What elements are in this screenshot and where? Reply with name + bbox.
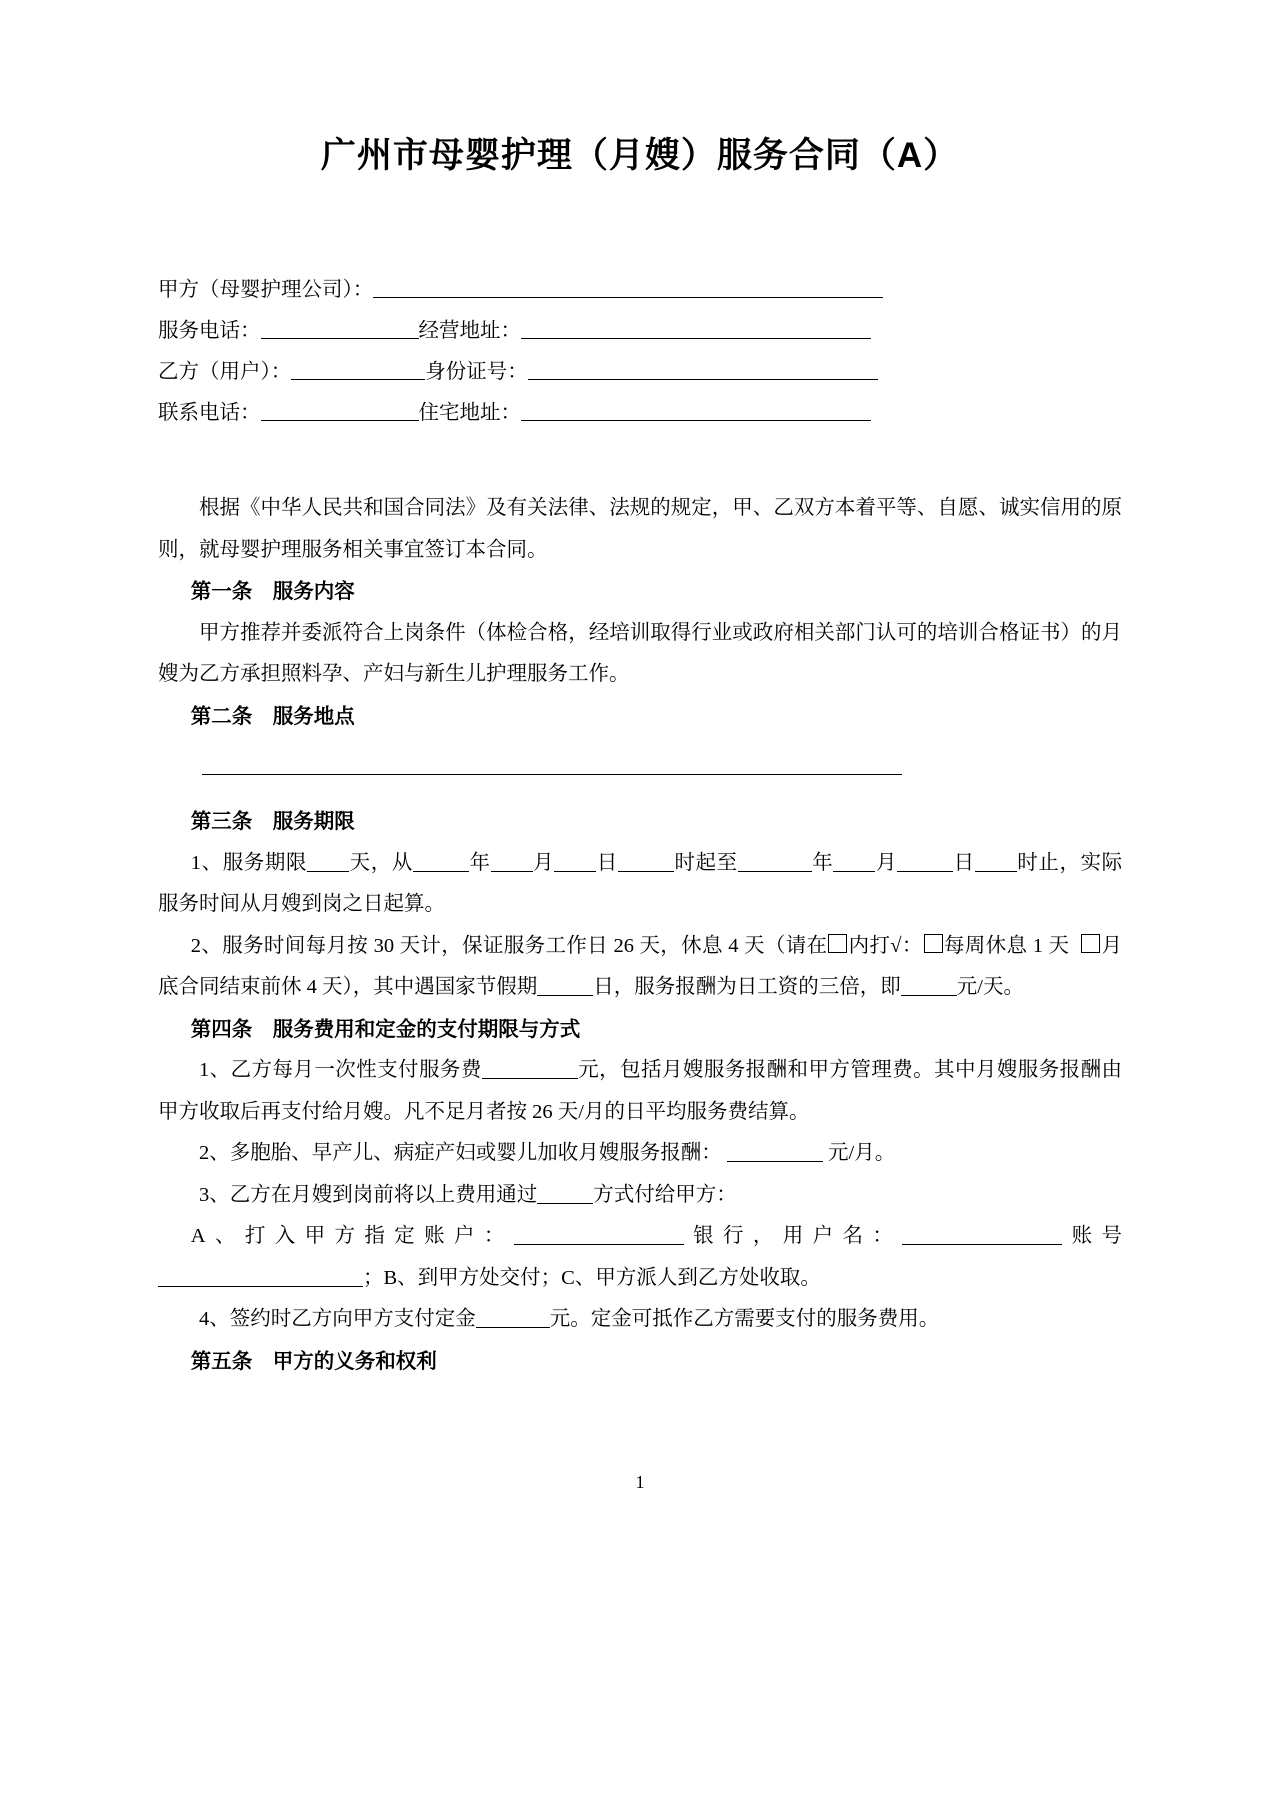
service-location-input[interactable]	[202, 773, 902, 775]
party-a-label: 甲方（母婴护理公司）：	[158, 279, 374, 301]
a3i1-p9: 日	[953, 851, 975, 874]
start-day-input[interactable]	[554, 850, 596, 872]
intro-line-2: 自愿、诚实信用的原则，就母婴护理服务相关事宜签订本合同。	[158, 497, 1123, 561]
payment-method-input[interactable]	[537, 1182, 593, 1204]
home-address-label: 住宅地址：	[418, 402, 521, 424]
a3i1-p6: 时起至	[673, 851, 738, 874]
a4i3-p1: 3、乙方在月嫂到岗前将以上费用通过	[199, 1183, 538, 1206]
intro-line-1: 根据《中华人民共和国合同法》及有关法律、法规的规定，甲、乙双方本着平等、	[199, 497, 938, 519]
end-month-input[interactable]	[833, 850, 875, 872]
article-3-item-1	[158, 843, 1122, 926]
end-year-input[interactable]	[738, 850, 812, 872]
start-year-input[interactable]	[413, 850, 469, 872]
article-5-heading: 第五条 甲方的义务和权利	[190, 1349, 437, 1373]
a4i3a-p2: 银行，用户名：	[683, 1225, 903, 1247]
bank-name-input[interactable]	[514, 1223, 684, 1245]
a3i2-p4: 月底合同结束前休 4 天），其中遇国家节假期	[158, 934, 1123, 998]
service-phone-input[interactable]	[261, 316, 419, 339]
service-phone-row	[158, 311, 1122, 352]
account-holder-input[interactable]	[902, 1223, 1062, 1245]
a4i4-p2: 元。定金可抵作乙方需要支付的服务费用。	[549, 1308, 940, 1330]
party-a-input[interactable]	[373, 275, 883, 298]
checkbox-icon-general[interactable]	[828, 934, 847, 953]
service-phone-label: 服务电话：	[158, 320, 261, 342]
article-4-item-3	[158, 1175, 1122, 1217]
a3i1-p5: 日	[596, 851, 618, 874]
contact-phone-row	[158, 393, 1122, 434]
a3i1-p7: 年	[811, 851, 834, 874]
page-content	[158, 0, 1122, 1382]
article-4-item-1	[158, 1050, 1122, 1133]
a4i2-p2: 元/月。	[828, 1142, 896, 1164]
a3i1-p4: 月	[532, 851, 555, 874]
parties-section	[158, 270, 1122, 434]
contact-phone-input[interactable]	[261, 398, 419, 421]
deposit-amount-input[interactable]	[476, 1306, 550, 1328]
holiday-days-input[interactable]	[537, 974, 593, 996]
a3i2-p3: 每周休息 1 天	[943, 934, 1070, 957]
id-number-input[interactable]	[528, 357, 878, 380]
a4i3-p2: 方式付给甲方：	[593, 1183, 737, 1206]
extra-fee-input[interactable]	[727, 1140, 823, 1162]
a4i3a-p1: A、打入甲方指定账户：	[190, 1225, 514, 1247]
party-a-row	[158, 270, 1122, 311]
home-address-input[interactable]	[521, 398, 871, 421]
a4i1-p1: 1、乙方每月一次性支付服务费	[199, 1059, 482, 1081]
a4i3a-p4: ；B、到甲方处交付；C、甲方派人到乙方处收取。	[363, 1266, 821, 1289]
service-days-input[interactable]	[307, 850, 349, 872]
end-hour-input[interactable]	[975, 850, 1017, 872]
article-4-item-2	[158, 1133, 1122, 1175]
article-4-heading: 第四条 服务费用和定金的支付期限与方式	[190, 1017, 581, 1041]
service-location-row	[158, 773, 1122, 775]
party-b-row	[158, 352, 1122, 393]
a3i2-p6: 元/天。	[956, 976, 1024, 998]
article-1-heading: 第一条 服务内容	[190, 580, 355, 603]
a3i1-p2: 天，从	[349, 851, 413, 874]
a4i2-p1: 2、多胞胎、早产儿、病症产妇或婴儿加收月嫂服务报酬：	[199, 1142, 722, 1164]
a3i2-p5: 日，服务报酬为日工资的三倍，即	[593, 976, 901, 998]
start-month-input[interactable]	[491, 850, 533, 872]
a3i1-p1: 1、服务期限	[190, 851, 308, 874]
contact-phone-label: 联系电话：	[158, 402, 261, 424]
a3i2-p1: 2、服务时间每月按 30 天计，保证服务工作日 26 天，休息 4 天（请在	[190, 934, 828, 957]
article-3-heading: 第三条 服务期限	[190, 810, 355, 833]
holiday-daily-wage-input[interactable]	[901, 974, 957, 996]
checkbox-icon-month-end-rest[interactable]	[1081, 934, 1100, 953]
article-4-item-4	[158, 1299, 1122, 1341]
business-address-input[interactable]	[521, 316, 871, 339]
page-number: 1	[635, 1472, 645, 1492]
party-b-input[interactable]	[291, 357, 425, 380]
end-day-input[interactable]	[897, 850, 953, 872]
a3i1-p10: 时止，实际服务时间从月嫂到岗之日起算。	[158, 851, 1123, 915]
a3i1-p8: 月	[875, 851, 898, 874]
article-3-item-2	[158, 926, 1122, 1009]
article-4-item-3a	[158, 1216, 1122, 1299]
start-hour-input[interactable]	[618, 850, 674, 872]
id-number-label: 身份证号：	[425, 361, 528, 383]
a4i1-p2: 元，包括月嫂服务报酬和甲方管理费。其中月嫂服务报酬由甲方收取后再支付给月嫂。凡不足月者按 26 天/月的日平均服务费结算。	[158, 1059, 1123, 1123]
intro-paragraph	[158, 488, 1122, 571]
business-address-label: 经营地址：	[418, 320, 521, 342]
account-number-input[interactable]	[158, 1265, 363, 1287]
a3i2-p2: 内打√：	[848, 934, 923, 957]
party-b-label: 乙方（用户）：	[158, 361, 292, 383]
page-title: 广州市母婴护理（月嫂）服务合同（A）	[320, 136, 960, 175]
article-1-body: 甲方推荐并委派符合上岗条件（体检合格，经培训取得行业或政府相关部门认可的培训合格证书）的月嫂为乙方承担照料孕、产妇与新生儿护理服务工作。	[158, 621, 1122, 685]
a4i4-p1: 4、签约时乙方向甲方支付定金	[199, 1308, 476, 1330]
article-2-heading: 第二条 服务地点	[190, 704, 355, 728]
a3i1-p3: 年	[468, 851, 491, 874]
a4i3a-p3: 账号	[1062, 1225, 1123, 1247]
checkbox-icon-weekly-rest[interactable]	[924, 934, 943, 953]
monthly-service-fee-input[interactable]	[482, 1057, 578, 1079]
